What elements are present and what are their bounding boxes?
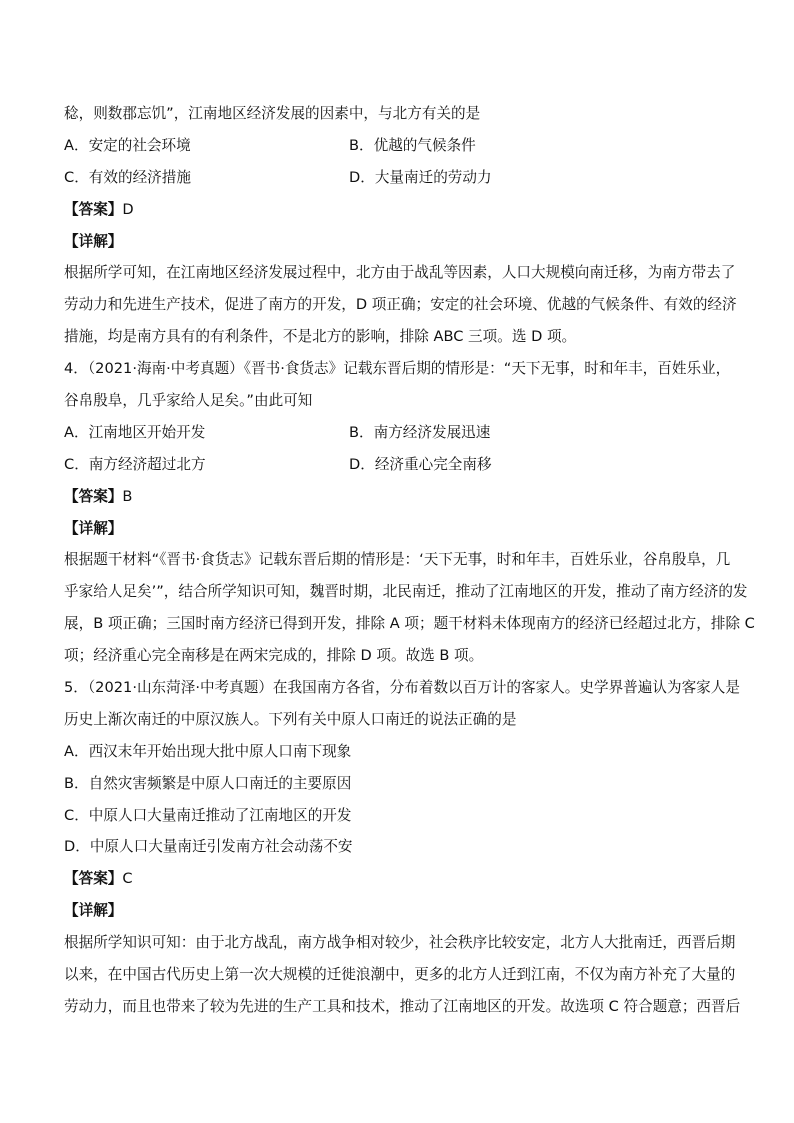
- option-b: B．自然灾害频繁是中原人口南迁的主要原因: [64, 774, 352, 792]
- answer-line: [64, 863, 730, 895]
- explanation-text: 劳动力，而且也带来了较为先进的生产工具和技术，推动了江南地区的开发。故选项 C 符合题意；西晋后: [64, 997, 741, 1015]
- question-3-stem-tail: 稔，则数郡忘饥”，江南地区经济发展的因素中，与北方有关的是: [64, 105, 481, 122]
- question-5-stem: 历史上渐次南迁的中原汉族人。下列有关中原人口南迁的说法正确的是: [64, 710, 517, 728]
- question-3-options-row-1: [64, 130, 730, 162]
- option-d: D．中原人口大量南迁引发南方社会动荡不安: [64, 838, 353, 856]
- explanation-text: 以来，在中国古代历史上第一次大规模的迁徙浪潮中，更多的北方人迁到江南，不仅为南方补充了大量的: [64, 966, 736, 984]
- explanation-text: 措施，均是南方具有的有利条件，不是北方的影响，排除 ABC 三项。选 D 项。: [64, 328, 577, 346]
- answer-line: [64, 194, 730, 226]
- option-a: A．安定的社会环境: [64, 136, 191, 154]
- question-3-options-row-2: [64, 162, 730, 194]
- option-c: C．南方经济超过北方: [64, 455, 206, 473]
- explanation-text: 劳动力和先进生产技术，促进了南方的开发，D 项正确；安定的社会环境、优越的气候条件、有效的经济: [64, 296, 737, 314]
- explanation-text: 根据所学知识可知：由于北方战乱，南方战争相对较少，社会秩序比较安定，北方人大批南迁，西晋后期: [64, 934, 736, 952]
- answer-label: 【答案】: [64, 870, 123, 888]
- answer-value: C: [122, 870, 133, 888]
- option-d: D．经济重心完全南移: [349, 455, 492, 473]
- option-c: C．有效的经济措施: [64, 168, 191, 186]
- option-d: D．大量南迁的劳动力: [349, 168, 492, 186]
- question-4-stem: 4．（2021·海南·中考真题）《晋书·食货志》记载东晋后期的情形是：“天下无事，时和年丰，百姓乐业，: [64, 360, 731, 378]
- explanation-text: 根据题干材料“《晋书·食货志》记载东晋后期的情形是：‘天下无事，时和年丰，百姓乐业，谷帛殷阜，几: [64, 551, 731, 569]
- option-c: C．中原人口大量南迁推动了江南地区的开发: [64, 806, 352, 824]
- question-5-stem: 5．（2021·山东菏泽·中考真题）在我国南方各省，分布着数以百万计的客家人。史学界普遍认为客家人是: [64, 679, 740, 697]
- option-a: A．江南地区开始开发: [64, 423, 206, 441]
- explanation-text: 乎家给人足矣’”，结合所学知识可知，魏晋时期，北民南迁，推动了江南地区的开发，推动了南方经济的发: [64, 583, 748, 601]
- explanation-text: 根据所学可知，在江南地区经济发展过程中，北方由于战乱等因素，人口大规模向南迁移，为南方带去了: [64, 264, 736, 282]
- answer-line: [64, 481, 730, 513]
- option-b: B．优越的气候条件: [349, 136, 476, 154]
- document-body: [64, 98, 755, 1023]
- explanation-label: 【详解】: [64, 902, 123, 920]
- question-4-stem: 谷帛殷阜，几乎家给人足矣。”由此可知: [64, 392, 313, 410]
- option-b: B．南方经济发展迅速: [349, 423, 491, 441]
- question-4-options-row-1: [64, 417, 730, 449]
- answer-label: 【答案】: [64, 487, 123, 505]
- answer-value: B: [122, 487, 133, 505]
- question-4-options-row-2: [64, 449, 730, 481]
- answer-value: D: [122, 200, 134, 218]
- option-a: A．西汉末年开始出现大批中原人口南下现象: [64, 742, 352, 760]
- explanation-text: 项；经济重心完全南移是在两宋完成的，排除 D 项。故选 B 项。: [64, 647, 484, 665]
- explanation-label: 【详解】: [64, 519, 123, 537]
- answer-label: 【答案】: [64, 200, 123, 218]
- explanation-text: 展，B 项正确；三国时南方经济已得到开发，排除 A 项；题干材料未体现南方的经济已经超过北方，排除 C: [64, 615, 755, 633]
- explanation-label: 【详解】: [64, 232, 123, 250]
